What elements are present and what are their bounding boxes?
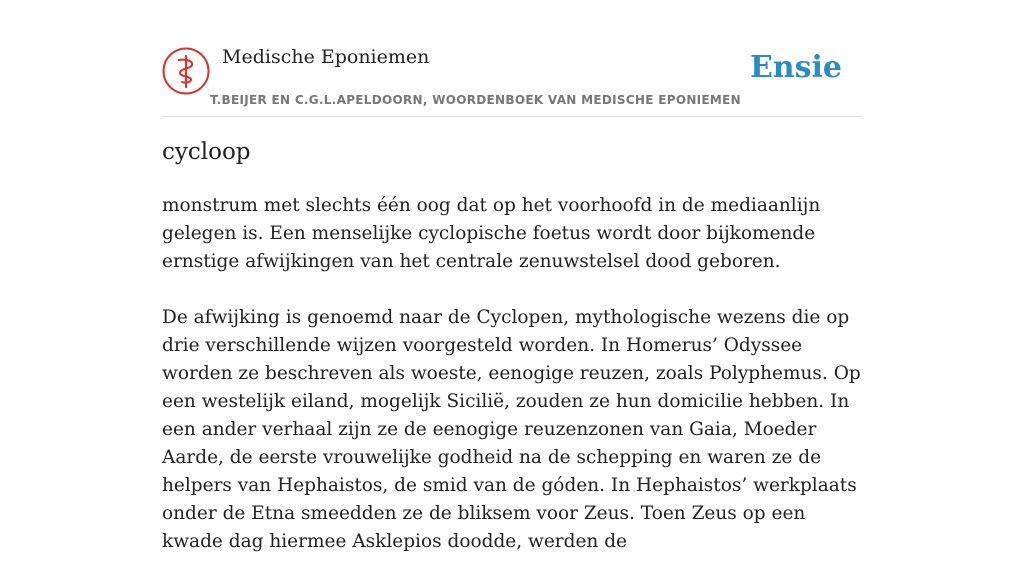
entry-term: cycloop	[162, 139, 251, 165]
book-authors: T.BEIJER EN C.G.L.APELDOORN, WOORDENBOEK VAN MEDISCHE EPONIEMEN	[210, 93, 742, 107]
book-title[interactable]: Medische Eponiemen	[222, 46, 430, 68]
etymology-paragraph: De afwijking is genoemd naar de Cyclopen, mythologische wezens die op drie verschillende wijzen voorgesteld worden. In Homerus’ Odyssee worden ze beschreven als woeste, eenogige reuzen, zoals Polyphemus. Op een westelijk eiland, mogelijk Sicilië, zouden ze hun domicilie hebben. In een ander verhaal zijn ze de eenogige reuzenzonen van Gaia, Moeder Aarde, de eerste vrouwelijke godheid na de schepping en waren ze de helpers van Hephaistos, de smid van de góden. In Hephaistos’ werkplaats onder de Etna smeedden ze de bliksem voor Zeus. Toen Zeus op een kwade dag hiermee Asklepios doodde, werden de	[162, 307, 861, 552]
definition-paragraph: monstrum met slechts één oog dat op het voorhoofd in de mediaanlijn gelegen is. Een menselijke cyclopische foetus wordt door bijkomende ernstige afwijkingen van het centrale zenuwstelsel dood geboren.	[162, 195, 821, 272]
page-header	[162, 0, 862, 117]
ensie-logo[interactable]: Ensie	[749, 50, 842, 85]
entry-definition	[162, 192, 862, 584]
caduceus-icon[interactable]	[162, 47, 210, 95]
